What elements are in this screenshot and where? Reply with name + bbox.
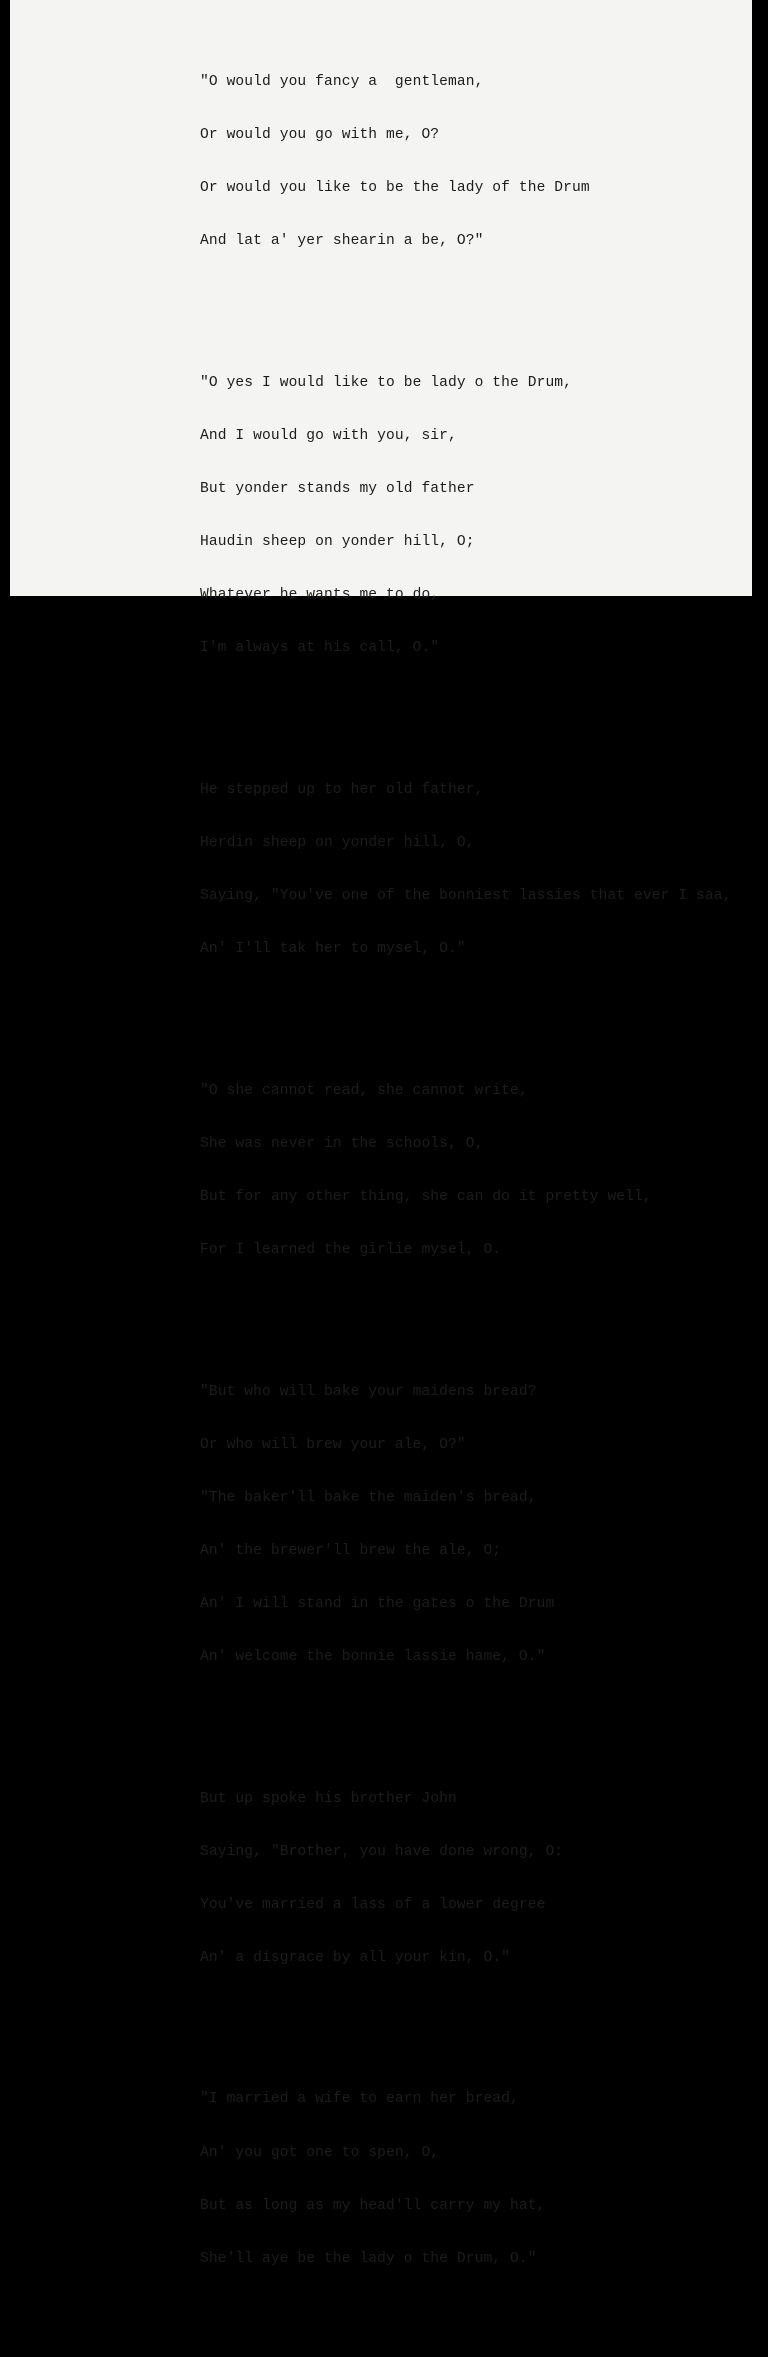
document-page bbox=[10, 0, 752, 2267]
poem-line: I'm always at his call, O." bbox=[200, 640, 440, 657]
poem-line: "O she cannot read, she cannot write, bbox=[200, 1082, 528, 1099]
poem-line: An' the brewer'll brew the ale, O; bbox=[200, 1542, 502, 1559]
poem-line: But for any other thing, she can do it pretty well, bbox=[200, 1188, 652, 1205]
poem-line: Herdin sheep on yonder hill, O, bbox=[200, 834, 475, 851]
poem-line: And lat a' yer shearin a be, O?" bbox=[200, 233, 484, 250]
poem-line: An' I'll tak her to mysel, O." bbox=[200, 941, 466, 958]
poem-line: Or would you like to be the lady of the Drum bbox=[200, 180, 590, 196]
stanza-5 bbox=[200, 1348, 731, 1702]
poem-text bbox=[200, 3, 731, 2357]
poem-line: An' welcome the bonnie lassie hame, O." bbox=[200, 1648, 546, 1665]
poem-line: But up spoke his brother John bbox=[200, 1790, 457, 1807]
poem-line: She was never in the schools, O, bbox=[200, 1135, 484, 1152]
poem-line: And I would go with you, sir, bbox=[200, 427, 457, 444]
poem-line: Saying, "You've one of the bonniest lassies that ever I saa, bbox=[200, 887, 732, 904]
poem-line: Saying, "Brother, you have done wrong, O: bbox=[200, 1843, 564, 1860]
poem-line: But as long as my head'll carry my hat, bbox=[200, 2197, 546, 2214]
poem-line: Or who will brew your ale, O?" bbox=[200, 1436, 466, 1453]
poem-line: But yonder stands my old father bbox=[200, 480, 475, 497]
poem-line: An' you got one to spen, O, bbox=[200, 2144, 440, 2161]
stanza-2 bbox=[200, 339, 731, 693]
poem-line: "O yes I would like to be lady o the Drum, bbox=[200, 374, 573, 391]
poem-line: "The baker'll bake the maiden's bread, bbox=[200, 1489, 537, 1506]
poem-line: "But who will bake your maidens bread? bbox=[200, 1383, 537, 1400]
poem-line: Or would you go with me, O? bbox=[200, 126, 440, 143]
poem-line: "O would you fancy a gentleman, bbox=[200, 73, 484, 90]
stanza-7 bbox=[200, 2056, 731, 2304]
poem-line: An' a disgrace by all your kin, O." bbox=[200, 1949, 511, 1966]
stanza-3 bbox=[200, 746, 731, 994]
stanza-4 bbox=[200, 1047, 731, 1295]
poem-line: He stepped up to her old father, bbox=[200, 781, 484, 798]
poem-line: "I married a wife to earn her bread, bbox=[200, 2091, 519, 2108]
poem-line: Haudin sheep on yonder hill, O; bbox=[200, 533, 475, 550]
poem-line: Whatever he wants me to do, bbox=[200, 587, 440, 604]
poem-line: For I learned the girlie mysel, O. bbox=[200, 1241, 502, 1258]
stanza-1 bbox=[200, 38, 731, 286]
poem-line: An' I will stand in the gates o the Drum bbox=[200, 1595, 555, 1612]
poem-line: You've married a lass of a lower degree bbox=[200, 1896, 546, 1913]
poem-line: She'll aye be the lady o the Drum, O." bbox=[200, 2250, 537, 2267]
stanza-6 bbox=[200, 1755, 731, 2003]
